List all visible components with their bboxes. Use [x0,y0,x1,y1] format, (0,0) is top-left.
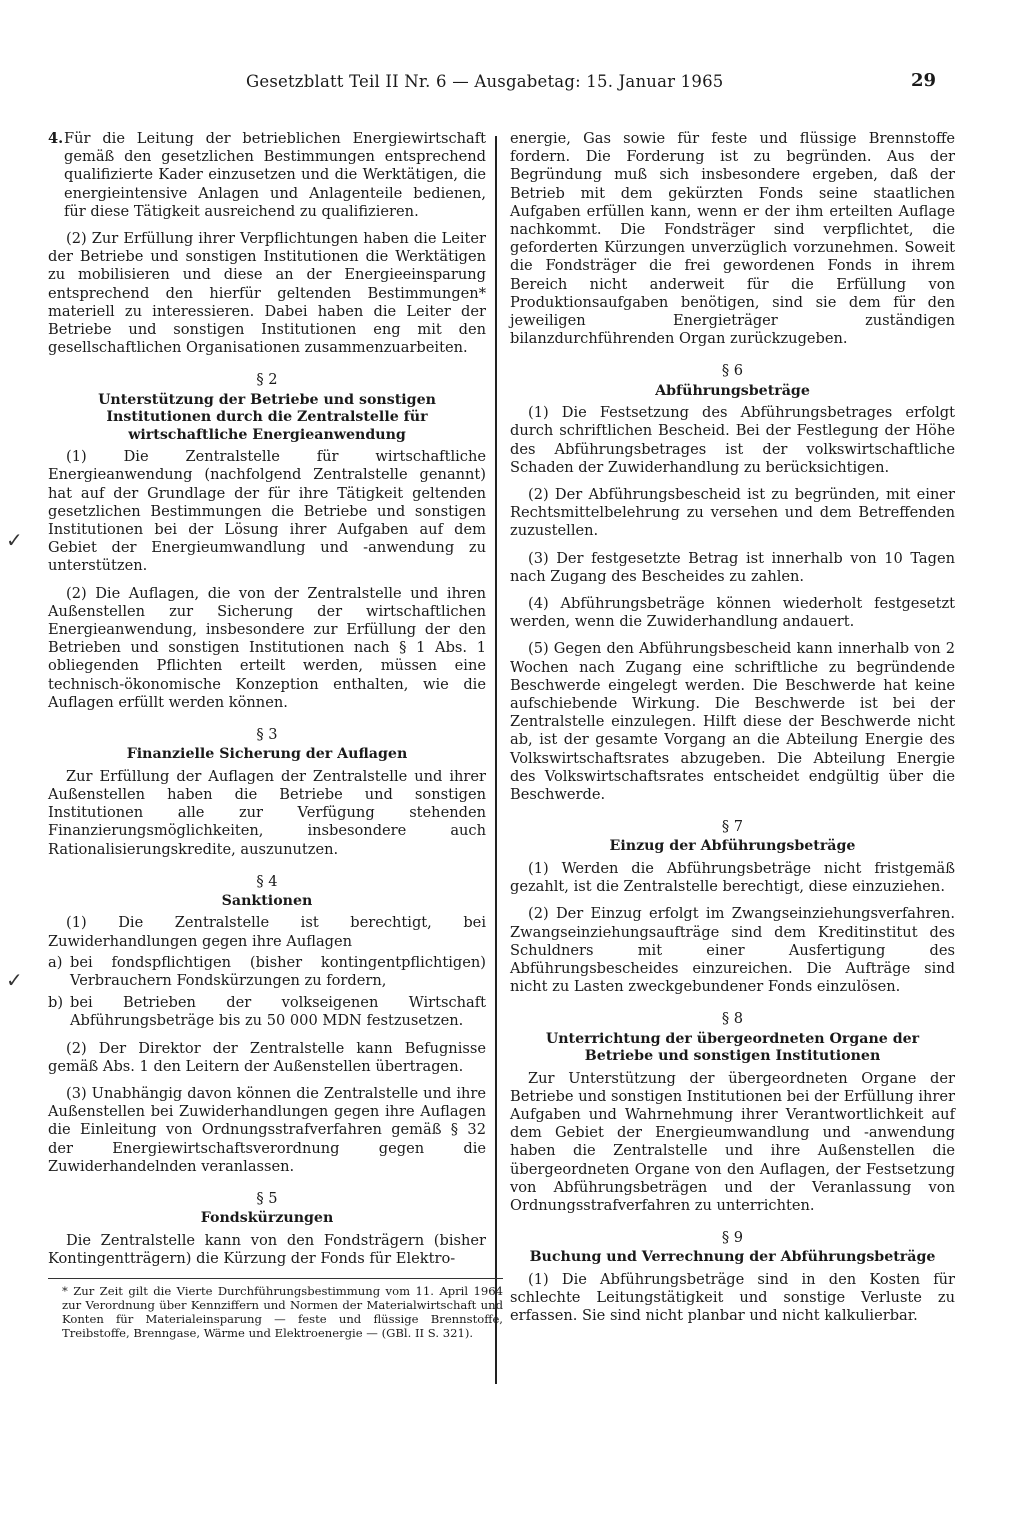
paragraph: (2) Die Auflagen, die von der Zentralstelle und ihren Außenstellen zur Sicherung der wirtschaftlichen Energieanwendung, insbesondere zur Erfüllung der den Betrieben und sonstigen Institutionen nach § 1 Abs. 1 obliegenden Pflichten erteilt werden, müssen eine technisch-ökonomische Konzeption enthalten, wie die Auflagen erfüllt werden können. [48,584,486,711]
paragraph: (4) Abführungsbeträge können wiederholt festgesetzt werden, wenn die Zuwiderhandlung andauert. [510,594,955,631]
margin-check-icon: ✓ [6,968,23,992]
section-mark: § 3 [256,725,278,743]
section-title: Sanktionen [221,892,313,909]
section-title: Unterstützung der Betriebe und sonstigen Institutionen durch die Zentralstelle für wirtschaftliche Energieanwendung [98,391,436,443]
paragraph: (1) Die Abführungsbeträge sind in den Kosten für schlechte Leitungstätigkeit und sonstige Verluste zu erfassen. Sie sind nicht planbar und nicht kalkulierbar. [510,1270,955,1325]
footnote-text: * Zur Zeit gilt die Vierte Durchführungsbestimmung vom 11. April 1964 zur Verordnung über Kennziffern und Normen der Materialwirtschaft und Konten für Materialeinsparung — feste und flüssige Brennstoffe, Treibstoffe, Brenngase, Wärme und Elektroenergie — (GBl. II S. 321). [62,1284,503,1341]
item-text: bei fondspflichtigen (bisher kontingentpflichtigen) Verbrauchern Fondskürzungen zu fordern, [70,953,486,990]
section-title: Unterrichtung der übergeordneten Organe der Betriebe und sonstigen Institutionen [545,1030,920,1065]
paragraph: (1) Werden die Abführungsbeträge nicht fristgemäß gezahlt, ist die Zentralstelle berechtigt, diese einzuziehen. [510,859,955,896]
section-mark: § 2 [256,371,278,389]
page-number: 29 [911,70,937,91]
footnote [48,1278,503,1340]
section-mark: § 7 [721,818,744,836]
section-title: Buchung und Verrechnung der Abführungsbeträge [529,1249,936,1266]
item-letter: b) [48,994,64,1012]
paragraph: (1) Die Zentralstelle ist berechtigt, bei Zuwiderhandlungen gegen ihre Auflagen [48,914,486,950]
paragraph: Die Zentralstelle kann von den Fondsträgern (bisher Kontingentträgern) die Kürzung der Fonds für Elektro- [48,1231,486,1267]
paragraph: (2) Zur Erfüllung ihrer Verpflichtungen haben die Leiter der Betriebe und sonstigen Institutionen die Werktätigen zu mobilisieren und diese an der Energieeinsparung entsprechend den hierfür geltenden Bestimmungen* materiell zu interessieren. Dabei haben die Leiter der Betriebe und sonstigen Institutionen eng mit den gesellschaftlichen Organisationen zusammenzuarbeiten. [48,230,486,357]
section-title: Finanzielle Sicherung der Auflagen [126,746,408,763]
section-title: Einzug der Abführungsbeträge [609,838,856,855]
paragraph: Zur Unterstützung der übergeordneten Organe der Betriebe und sonstigen Institutionen bei der Erfüllung ihrer Aufgaben und Wahrnehmung ihrer Verantwortlichkeit auf dem Gebiet der Energieumwandlung und -anwendung haben die Zentralstelle und ihre Außenstellen die übergeordneten Organe von den Auflagen, der Festsetzung von Abführungsbeträgen und der Veranlassung von Ordnungsstrafverfahren zu unterrichten. [510,1069,955,1214]
left-column [48,130,503,1341]
section-title: Fondskürzungen [200,1210,334,1227]
paragraph: (3) Der festgesetzte Betrag ist innerhalb von 10 Tagen nach Zugang des Bescheides zu zahlen. [510,549,955,585]
paragraph: (5) Gegen den Abführungsbescheid kann innerhalb von 2 Wochen nach Zugang eine schriftliche zu begründende Beschwerde eingelegt werden. Die Beschwerde hat keine aufschiebende Wirkung. Die Beschwerde ist bei der Zentralstelle einzulegen. Hilft diese der Beschwerde nicht ab, ist der gesamte Vorgang an die Abteilung Energie des Volkswirtschaftsrates abzugeben. Die Abteilung Energie des Volkswirtschaftsrates entscheidet endgültig über die Beschwerde. [510,640,955,803]
running-head: Gesetzblatt Teil II Nr. 6 — Ausgabetag: 15. Januar 1965 [246,72,724,91]
item-text: Für die Leitung der betrieblichen Energiewirtschaft gemäß den gesetzlichen Bestimmungen entsprechend qualifizierte Kader einzusetzen und die Werktätigen, die energieintensive Anlagen und Anlagenteile bedienen, für diese Tätigkeit ausreichend zu qualifizieren. [64,130,486,220]
section-mark: § 6 [721,362,744,380]
list-item-4 [48,130,486,221]
item-number: 4. [48,130,64,147]
section-mark: § 4 [256,872,278,890]
right-column [510,130,955,1334]
section-title: Abführungsbeträge [655,382,810,399]
item-letter: a) [48,953,63,971]
paragraph: (2) Der Abführungsbescheid ist zu begründen, mit einer Rechtsmittelbelehrung zu versehen und dem Betreffenden zuzustellen. [510,485,955,540]
paragraph: (1) Die Festsetzung des Abführungsbetrages erfolgt durch schriftlichen Bescheid. Bei der Festlegung der Höhe des Abführungsbetrages ist der volkswirtschaftliche Schaden der Zuwiderhandlung zu berücksichtigen. [510,404,955,476]
paragraph-continued: energie, Gas sowie für feste und flüssige Brennstoffe fordern. Die Forderung ist zu begründen. Aus der Begründung muß sich insbesondere ergeben, daß der Betrieb mit dem gekürzten Fonds seine staatlichen Aufgaben erfüllen kann, wenn er der ihm erteilten Auflage nachkommt. Die Fondsträger sind verpflichtet, die geforderten Kürzungen unverzüglich vorzunehmen. Soweit die Fondsträger die frei gewordenen Fonds in ihrem Bereich nicht anderweit für die Erfüllung von Produktionsaufgaben benötigen, sind sie dem für den jeweiligen Energieträger zuständigen bilanzdurchführenden Organ zurückzugeben. [510,130,955,348]
paragraph: (2) Der Direktor der Zentralstelle kann Befugnisse gemäß Abs. 1 den Leitern der Außenstellen übertragen. [48,1039,486,1075]
margin-check-icon: ✓ [6,528,23,552]
list-item-a [48,954,486,990]
paragraph: (3) Unabhängig davon können die Zentralstelle und ihre Außenstellen bei Zuwiderhandlungen gegen ihre Auflagen die Einleitung von Ordnungsstrafverfahren gemäß § 32 der Energiewirtschaftsverordnung gegen die Zuwiderhandelnden veranlassen. [48,1085,486,1175]
paragraph: Zur Erfüllung der Auflagen der Zentralstelle und ihrer Außenstellen haben die Betriebe und sonstigen Institutionen alle zur Verfügung stehenden Finanzierungsmöglichkeiten, insbesondere auch Rationalisierungskredite, auszunutzen. [48,767,486,858]
section-mark: § 5 [256,1190,278,1208]
section-mark: § 9 [721,1229,744,1247]
paragraph: (2) Der Einzug erfolgt im Zwangseinziehungsverfahren. Zwangseinziehungsaufträge sind dem Kreditinstitut des Schuldners mit einer Ausfertigung des Abführungsbescheides einzureichen. Die Aufträge sind nicht zu Lasten zweckgebundener Fonds einzulösen. [510,905,955,996]
section-mark: § 8 [721,1010,744,1028]
item-text: bei Betrieben der volkseigenen Wirtschaft Abführungsbeträge bis zu 50 000 MDN festzusetzen. [70,994,486,1030]
paragraph: (1) Die Zentralstelle für wirtschaftliche Energieanwendung (nachfolgend Zentralstelle genannt) hat auf der Grundlage der für ihre Tätigkeit geltenden gesetzlichen Bestimmungen die Betriebe und sonstigen Institutionen bei der Lösung ihrer Aufgaben auf dem Gebiet der Energieumwandlung und -anwendung zu unterstützen. [48,448,486,575]
page-header [0,72,1024,100]
column-divider [495,136,497,1384]
list-item-b [48,994,486,1030]
